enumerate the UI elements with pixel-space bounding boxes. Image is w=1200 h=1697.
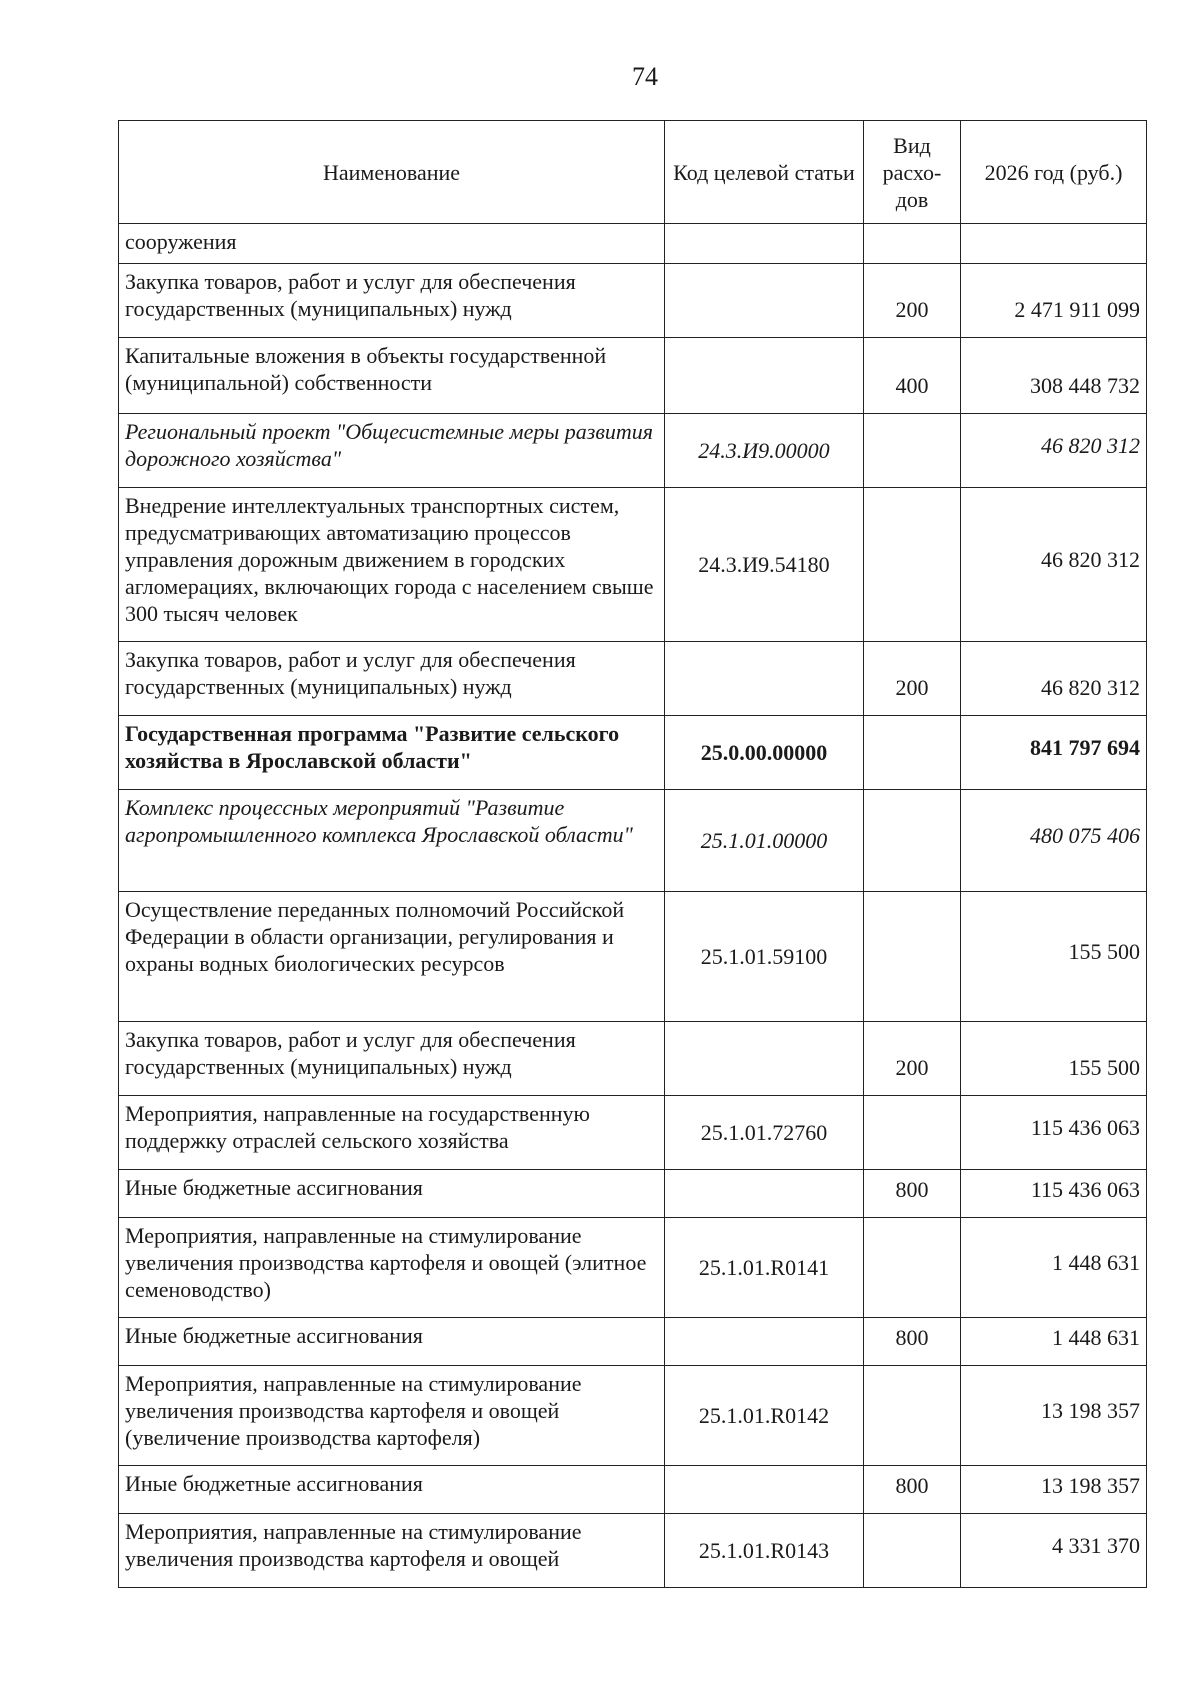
row-amount: 115 436 063 — [961, 1096, 1147, 1170]
table-row — [119, 338, 1147, 414]
row-type: 200 — [864, 642, 961, 716]
row-name: сооружения — [119, 224, 665, 264]
row-name: Мероприятия, направленные на государственную поддержку отраслей сельского хозяйства — [119, 1096, 665, 1170]
table-body — [119, 224, 1147, 1588]
row-type: 400 — [864, 338, 961, 414]
table-row — [119, 1022, 1147, 1096]
row-code: 25.1.01.00000 — [665, 790, 864, 892]
row-amount: 1 448 631 — [961, 1318, 1147, 1366]
header-type: Вид расхо-дов — [864, 121, 961, 224]
table-row — [119, 892, 1147, 1022]
row-type: 800 — [864, 1466, 961, 1514]
row-amount: 480 075 406 — [961, 790, 1147, 892]
table-row — [119, 264, 1147, 338]
header-name: Наименование — [119, 121, 665, 224]
row-amount: 308 448 732 — [961, 338, 1147, 414]
row-name: Мероприятия, направленные на стимулирование увеличения производства картофеля и овощей (увеличение производства картофеля) — [119, 1366, 665, 1466]
row-name: Иные бюджетные ассигнования — [119, 1318, 665, 1366]
table-row — [119, 716, 1147, 790]
row-name: Государственная программа "Развитие сельского хозяйства в Ярославской области" — [119, 716, 665, 790]
row-type: 200 — [864, 264, 961, 338]
row-type: 800 — [864, 1318, 961, 1366]
row-name: Закупка товаров, работ и услуг для обеспечения государственных (муниципальных) нужд — [119, 642, 665, 716]
row-name: Закупка товаров, работ и услуг для обеспечения государственных (муниципальных) нужд — [119, 264, 665, 338]
row-amount: 13 198 357 — [961, 1466, 1147, 1514]
row-code: 24.3.И9.54180 — [665, 488, 864, 642]
row-code — [665, 1318, 864, 1366]
row-amount: 841 797 694 — [961, 716, 1147, 790]
row-amount: 2 471 911 099 — [961, 264, 1147, 338]
page-number: 74 — [632, 62, 658, 91]
row-name: Комплекс процессных мероприятий "Развитие агропромышленного комплекса Ярославской области" — [119, 790, 665, 892]
row-type: 200 — [864, 1022, 961, 1096]
row-name: Закупка товаров, работ и услуг для обеспечения государственных (муниципальных) нужд — [119, 1022, 665, 1096]
row-code — [665, 642, 864, 716]
row-code — [665, 338, 864, 414]
table-row — [119, 642, 1147, 716]
table-header — [119, 121, 1147, 224]
row-amount: 46 820 312 — [961, 488, 1147, 642]
row-amount — [961, 224, 1147, 264]
row-name: Внедрение интеллектуальных транспортных систем, предусматривающих автоматизацию процессов управления дорожным движением в городских агломерациях, включающих города с населением свыше 300 тысяч человек — [119, 488, 665, 642]
row-code: 25.0.00.00000 — [665, 716, 864, 790]
row-amount: 46 820 312 — [961, 642, 1147, 716]
table-row — [119, 224, 1147, 264]
row-amount: 4 331 370 — [961, 1514, 1147, 1588]
header-amount: 2026 год (руб.) — [961, 121, 1147, 224]
row-type — [864, 414, 961, 488]
row-code: 25.1.01.59100 — [665, 892, 864, 1022]
row-type — [864, 1096, 961, 1170]
row-code — [665, 1466, 864, 1514]
row-amount: 155 500 — [961, 892, 1147, 1022]
row-type — [864, 892, 961, 1022]
row-type: 800 — [864, 1170, 961, 1218]
row-amount: 46 820 312 — [961, 414, 1147, 488]
row-code: 25.1.01.72760 — [665, 1096, 864, 1170]
row-code: 24.3.И9.00000 — [665, 414, 864, 488]
table-row — [119, 790, 1147, 892]
table-row — [119, 1218, 1147, 1318]
row-code — [665, 1022, 864, 1096]
row-code: 25.1.01.R0141 — [665, 1218, 864, 1318]
row-type — [864, 224, 961, 264]
row-name: Капитальные вложения в объекты государственной (муниципальной) собственности — [119, 338, 665, 414]
header-code: Код целевой статьи — [665, 121, 864, 224]
budget-table — [118, 120, 1147, 1588]
row-name: Иные бюджетные ассигнования — [119, 1466, 665, 1514]
row-name: Мероприятия, направленные на стимулирование увеличения производства картофеля и овощей — [119, 1514, 665, 1588]
table-row — [119, 488, 1147, 642]
row-type — [864, 1514, 961, 1588]
row-type — [864, 1218, 961, 1318]
table-row — [119, 1096, 1147, 1170]
row-amount: 13 198 357 — [961, 1366, 1147, 1466]
row-type — [864, 716, 961, 790]
row-name: Мероприятия, направленные на стимулирование увеличения производства картофеля и овощей (элитное семеноводство) — [119, 1218, 665, 1318]
table-row — [119, 1366, 1147, 1466]
row-code: 25.1.01.R0143 — [665, 1514, 864, 1588]
table-row — [119, 414, 1147, 488]
row-code — [665, 264, 864, 338]
row-code — [665, 1170, 864, 1218]
row-name: Осуществление переданных полномочий Российской Федерации в области организации, регулирования и охраны водных биологических ресурсов — [119, 892, 665, 1022]
row-type — [864, 1366, 961, 1466]
table-row — [119, 1170, 1147, 1218]
row-amount: 115 436 063 — [961, 1170, 1147, 1218]
row-name: Иные бюджетные ассигнования — [119, 1170, 665, 1218]
row-code — [665, 224, 864, 264]
row-type — [864, 488, 961, 642]
row-type — [864, 790, 961, 892]
row-code: 25.1.01.R0142 — [665, 1366, 864, 1466]
row-name: Региональный проект "Общесистемные меры развития дорожного хозяйства" — [119, 414, 665, 488]
row-amount: 155 500 — [961, 1022, 1147, 1096]
table-row — [119, 1318, 1147, 1366]
table-row — [119, 1514, 1147, 1588]
table-row — [119, 1466, 1147, 1514]
header-row — [119, 121, 1147, 224]
row-amount: 1 448 631 — [961, 1218, 1147, 1318]
